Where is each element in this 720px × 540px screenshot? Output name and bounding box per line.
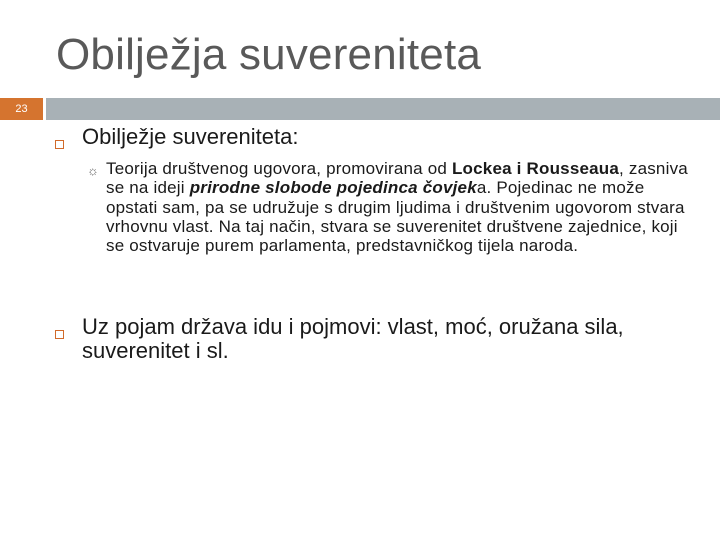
sub-bullet-bold-italic-phrase: prirodne slobode pojedinca čovjek bbox=[189, 178, 477, 198]
sub-bullet-text-part-2: , zasniva se na ideji bbox=[106, 159, 688, 198]
sub-bullet-bold-authors: Lockea i Rousseaua bbox=[451, 159, 620, 178]
bullet-2-text: Uz pojam država idu i pojmovi: vlast, moć, oružana sila, suverenitet i sl. bbox=[82, 314, 624, 363]
slide-title: Obilježja suvereniteta bbox=[56, 30, 482, 79]
slide-number-badge bbox=[0, 98, 43, 120]
sub-bullet-text-part-1: Teorija društvenog ugovora, promovirana od bbox=[106, 159, 452, 178]
slide-number: 23 bbox=[15, 103, 28, 115]
title-divider-bar bbox=[46, 98, 720, 120]
hollow-square-bullet-icon bbox=[55, 330, 64, 339]
sub-bullet-text-part-3: a. Pojedinac ne može opstati sam, pa se udružuje s drugim ljudima i društvenim ugovorom stvara vrhovnu vlast. Na taj način, stvara se suverenitet društvene zajednice, koji se ostvaruje purem parlamenta, predstavničkog tijela naroda. bbox=[106, 178, 685, 256]
hollow-square-bullet-icon bbox=[55, 140, 64, 149]
bullet-1-text: Obilježje suvereniteta: bbox=[82, 124, 299, 149]
sun-bullet-icon: ☼ bbox=[87, 163, 99, 178]
sub-bullet-text bbox=[106, 159, 696, 255]
